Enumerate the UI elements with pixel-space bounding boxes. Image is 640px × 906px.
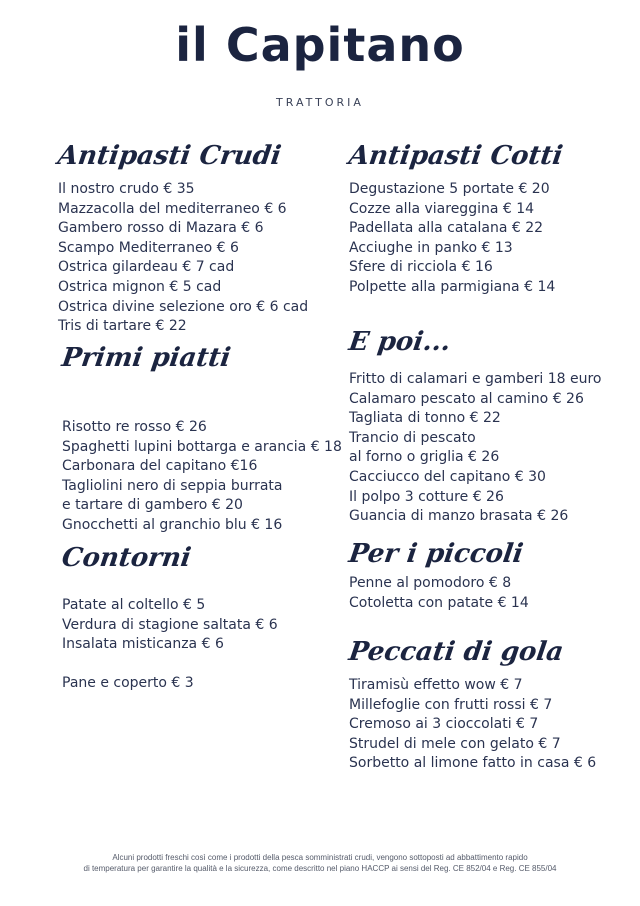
menu-item: Polpette alla parmigiana € 14 <box>349 278 556 295</box>
menu-item: Gnocchetti al granchio blu € 16 <box>62 516 283 533</box>
menu-item: al forno o griglia € 26 <box>349 449 500 466</box>
menu-item: Padellata alla catalana € 22 <box>349 220 544 237</box>
menu-item: Sorbetto al limone fatto in casa € 6 <box>349 755 597 772</box>
section-e-poi <box>346 326 602 527</box>
menu-item: Calamaro pescato al camino € 26 <box>349 390 584 407</box>
menu-item: Guancia di manzo brasata € 26 <box>349 508 569 525</box>
disclaimer-line: Alcuni prodotti freschi così come i prodotti della pesca somministrati crudi, vengono sottoposti ad abbattimento rapido <box>112 853 528 862</box>
menu-item: Penne al pomodoro € 8 <box>349 575 512 591</box>
menu-item: Sfere di ricciola € 16 <box>349 259 493 276</box>
menu-item: Tris di tartare € 22 <box>58 318 187 335</box>
menu-item: Pane e coperto € 3 <box>62 675 194 692</box>
menu-item: e tartare di gambero € 20 <box>62 497 243 514</box>
section-title-peccati-di-gola: Peccati di gola <box>346 637 566 667</box>
menu-item: Ostrica divine selezione oro € 6 cad <box>58 298 309 315</box>
menu-item: Strudel di mele con gelato € 7 <box>349 735 561 752</box>
section-title-primi-piatti: Primi piatti <box>59 343 233 373</box>
menu-item: Gambero rosso di Mazara € 6 <box>58 220 264 237</box>
menu-list-antipasti-cotti <box>349 180 563 298</box>
menu-item: Cotoletta con patate € 14 <box>349 594 529 611</box>
section-antipasti-crudi <box>55 140 309 337</box>
section-per-i-piccoli <box>346 538 529 613</box>
menu-item: Trancio di pescato <box>349 429 476 446</box>
menu-item: Fritto di calamari e gamberi 18 euro <box>349 371 602 387</box>
menu-list-peccati-di-gola <box>349 676 596 774</box>
menu-item: Tagliata di tonno € 22 <box>349 410 501 427</box>
menu-item: Mazzacolla del mediterraneo € 6 <box>58 200 287 217</box>
menu-item: Verdura di stagione saltata € 6 <box>62 616 278 633</box>
menu-item: Cozze alla viareggina € 14 <box>349 200 535 217</box>
restaurant-subtitle: TRATTORIA <box>276 96 364 109</box>
menu-item: Tiramisù effetto wow € 7 <box>349 677 523 693</box>
menu-item: Il nostro crudo € 35 <box>58 181 195 197</box>
menu-list-antipasti-crudi <box>58 180 308 337</box>
menu-item: Tagliolini nero di seppia burrata <box>62 477 283 494</box>
menu-item: Cremoso ai 3 cioccolati € 7 <box>349 716 539 733</box>
menu-item: Millefoglie con frutti rossi € 7 <box>349 696 553 713</box>
list-spacer <box>62 655 278 675</box>
section-contorni <box>59 542 278 694</box>
menu-item: Ostrica mignon € 5 cad <box>58 278 222 295</box>
menu-item: Cacciucco del capitano € 30 <box>349 468 546 485</box>
menu-item: Acciughe in panko € 13 <box>349 239 513 256</box>
haccp-disclaimer <box>40 852 600 874</box>
menu-list-primi-piatti <box>62 418 342 536</box>
menu-list-e-poi <box>349 370 602 527</box>
menu-item: Scampo Mediterraneo € 6 <box>58 239 239 256</box>
menu-item: Patate al coltello € 5 <box>62 597 206 613</box>
menu-item: Carbonara del capitano €16 <box>62 458 258 475</box>
menu-item: Risotto re rosso € 26 <box>62 419 207 435</box>
menu-list-per-i-piccoli <box>349 574 529 613</box>
section-title-contorni: Contorni <box>59 543 193 573</box>
section-title-e-poi: E poi... <box>346 327 453 357</box>
section-antipasti-cotti <box>346 140 565 298</box>
section-title-per-i-piccoli: Per i piccoli <box>346 539 525 569</box>
menu-item: Insalata misticanza € 6 <box>62 636 224 653</box>
section-title-antipasti-crudi: Antipasti Crudi <box>55 141 284 171</box>
restaurant-logo-title: il Capitano <box>175 18 465 72</box>
section-peccati-di-gola <box>346 636 597 774</box>
menu-item: Ostrica gilardeau € 7 cad <box>58 259 235 276</box>
menu-item: Spaghetti lupini bottarga e arancia € 18 <box>62 438 342 455</box>
section-primi-piatti <box>59 342 342 536</box>
section-title-antipasti-cotti: Antipasti Cotti <box>346 141 565 171</box>
menu-item: Il polpo 3 cotture € 26 <box>349 488 504 505</box>
menu-item: Degustazione 5 portate € 20 <box>349 181 550 197</box>
menu-list-contorni <box>62 596 278 694</box>
disclaimer-line: di temperatura per garantire la qualità e la sicurezza, come descritto nel piano HACCP ai sensi del Reg. CE 852/04 e Reg. CE 855/04 <box>83 864 557 873</box>
